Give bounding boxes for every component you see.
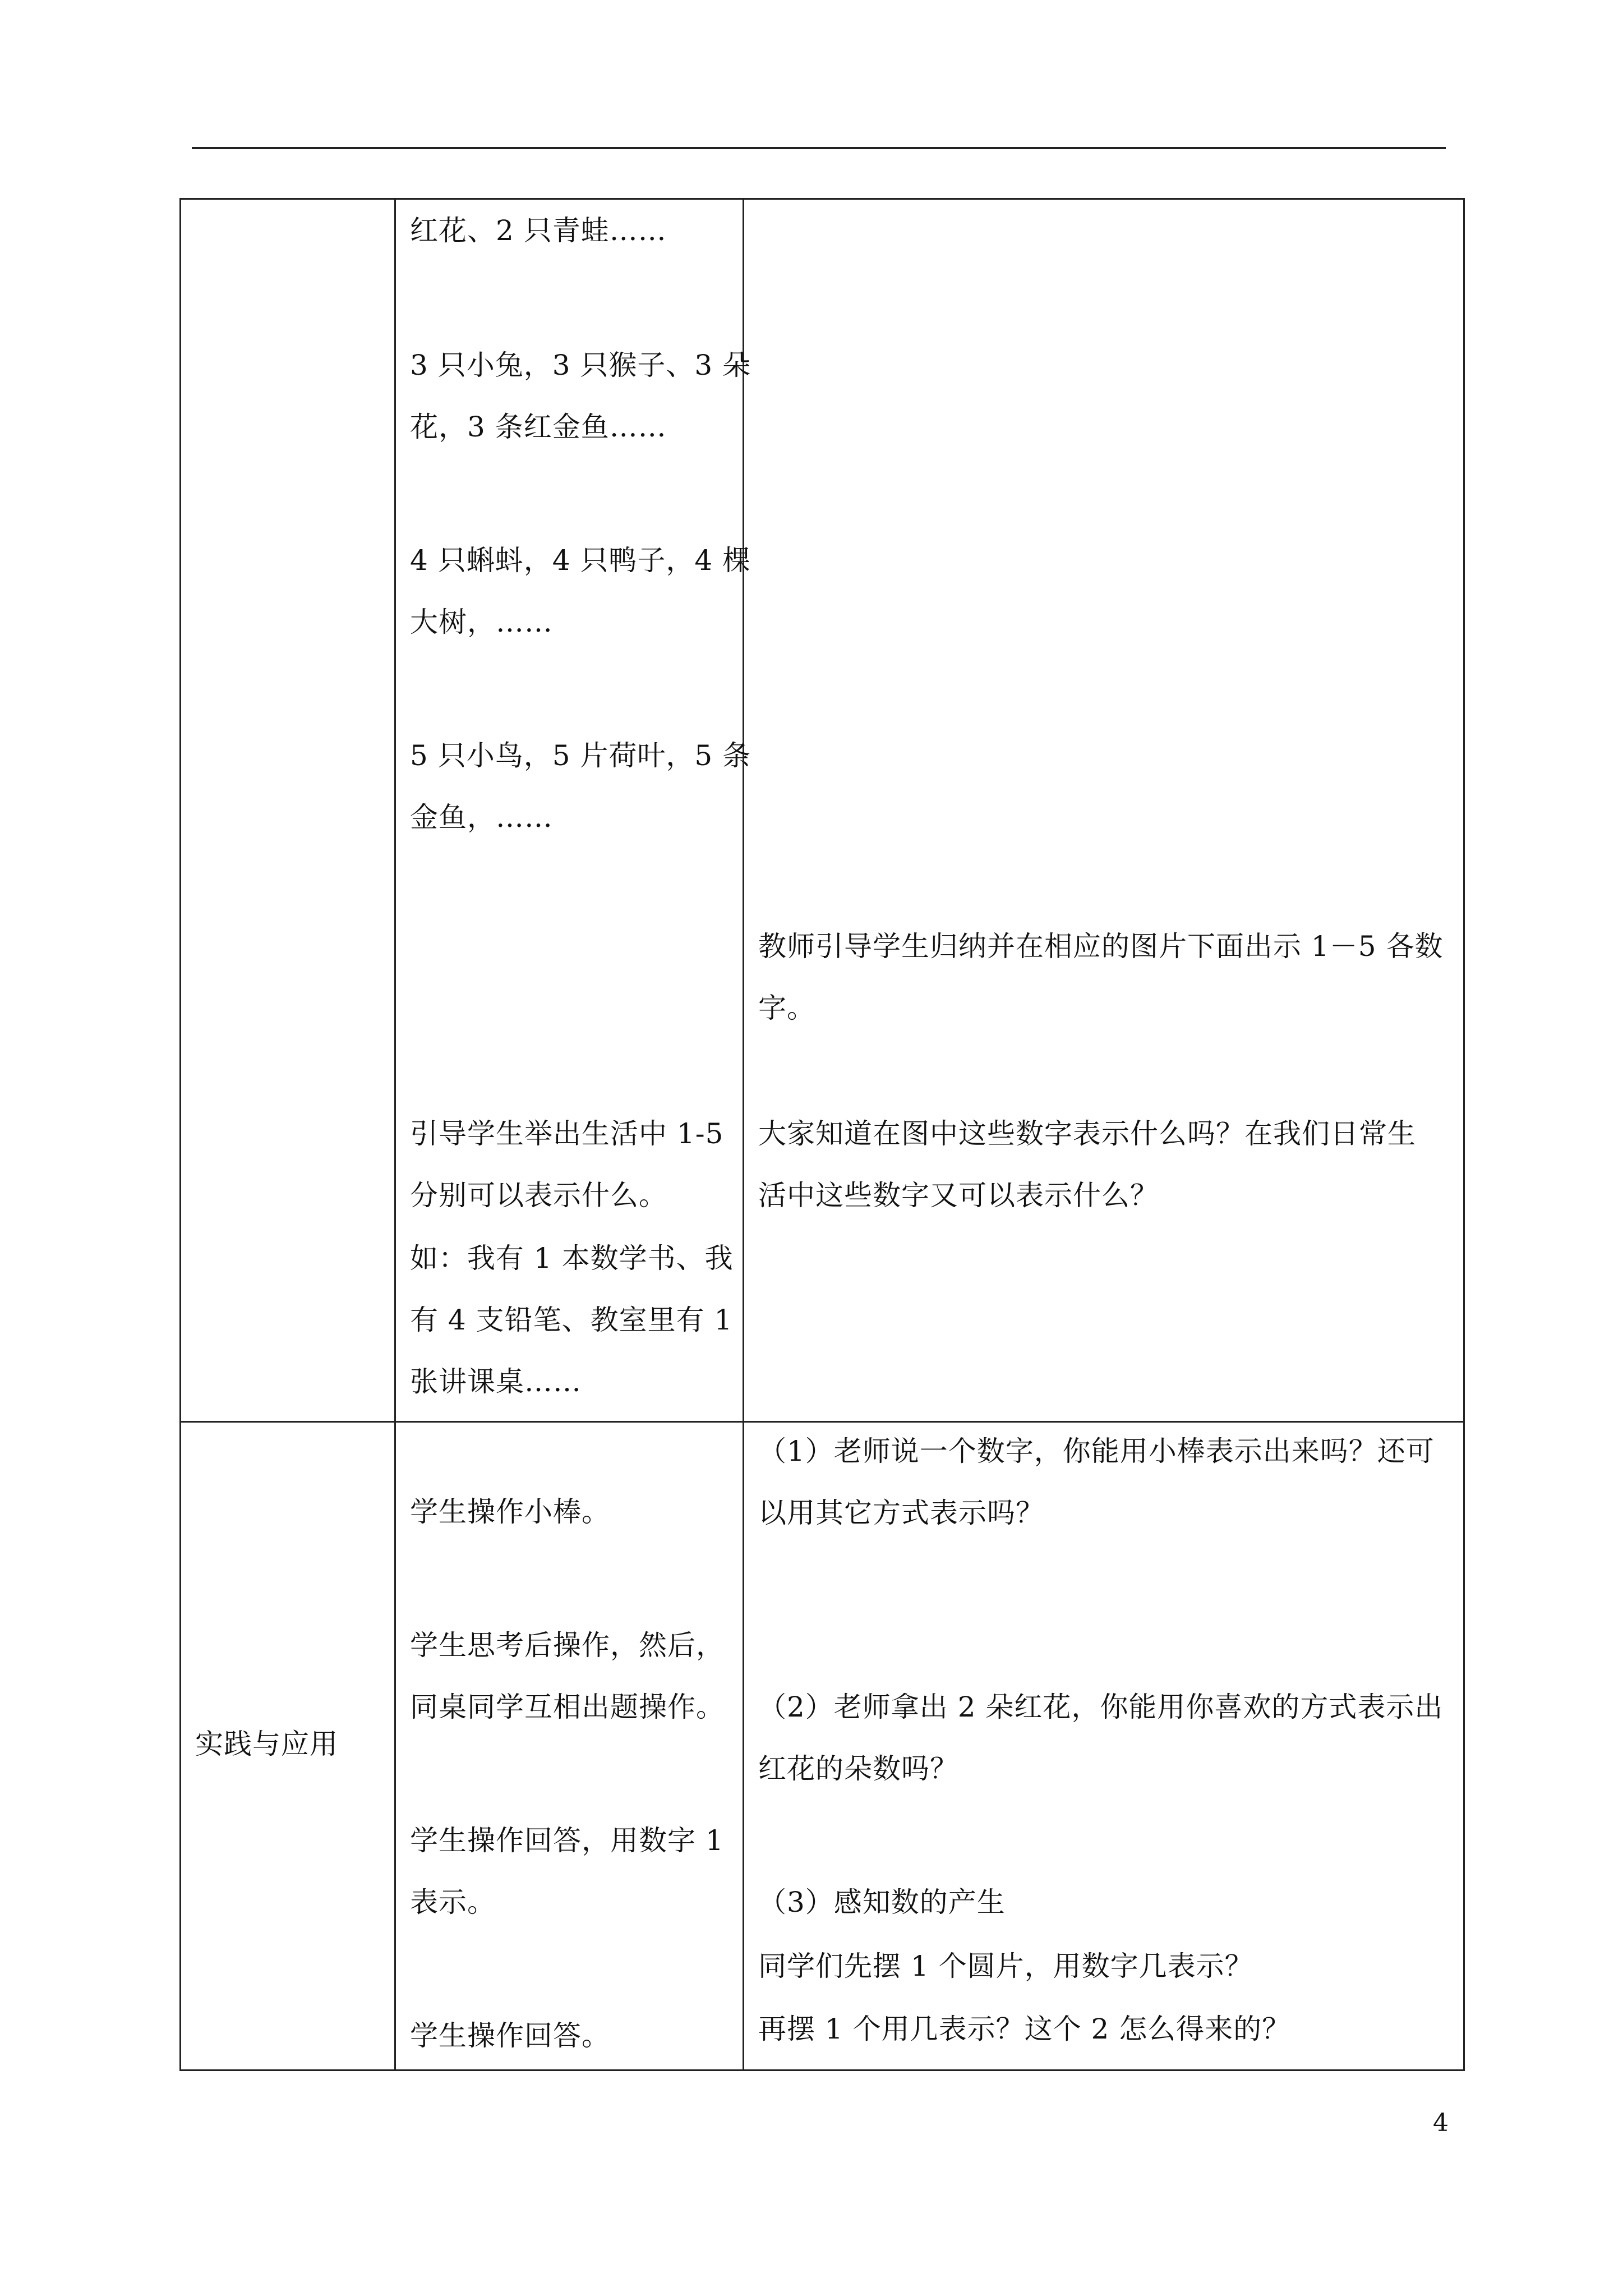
student-line: 引导学生举出生活中 1-5 [410, 1117, 724, 1150]
student-line: 4 只蝌蚪，4 只鸭子，4 棵 [410, 544, 751, 577]
stage-cell [181, 199, 395, 1422]
teacher-line: 以用其它方式表示吗？ [758, 1497, 1044, 1529]
student-line: 有 4 支铅笔、教室里有 1 [410, 1304, 733, 1336]
teacher-line: （1）老师说一个数字，你能用小棒表示出来吗？还可 [758, 1435, 1435, 1467]
header-rule [192, 147, 1446, 149]
student-line: 学生操作小棒。 [410, 1496, 610, 1528]
teacher-line: 活中这些数字又可以表示什么？ [758, 1179, 1159, 1212]
teacher-line: 红花的朵数吗？ [758, 1752, 958, 1785]
student-activity-cell [395, 199, 751, 1422]
student-line: 张讲课桌…… [410, 1365, 582, 1398]
student-line: 表示。 [410, 1886, 496, 1918]
table-row [181, 1422, 1464, 2070]
teacher-line: （3）感知数的产生 [758, 1886, 1006, 1918]
student-line: 学生思考后操作，然后， [410, 1629, 725, 1662]
student-line: 花，3 条红金鱼…… [410, 411, 667, 443]
student-line: 金鱼，…… [410, 801, 553, 834]
stage-label: 实践与应用 [195, 1728, 338, 1760]
student-line: 5 只小鸟，5 片荷叶，5 条 [410, 739, 751, 772]
teacher-activity-cell [744, 199, 1464, 1422]
student-line: 学生操作回答。 [410, 2019, 610, 2052]
student-line: 3 只小兔，3 只猴子、3 朵 [410, 349, 751, 381]
teacher-line: 再摆 1 个用几表示？这个 2 怎么得来的？ [758, 2013, 1291, 2045]
student-line: 红花、2 只青蛙…… [410, 214, 667, 247]
teacher-line: 教师引导学生归纳并在相应的图片下面出示 1－5 各数 [758, 930, 1444, 963]
page-number: 4 [1433, 2109, 1449, 2137]
student-line: 大树，…… [410, 606, 553, 638]
student-line: 分别可以表示什么。 [410, 1179, 667, 1212]
lesson-plan-table [179, 198, 1465, 2071]
student-line: 如：我有 1 本数学书、我 [410, 1242, 734, 1274]
stage-cell [181, 1422, 395, 2070]
teacher-line: （2）老师拿出 2 朵红花，你能用你喜欢的方式表示出 [758, 1691, 1444, 1723]
student-line: 学生操作回答，用数字 1 [410, 1824, 724, 1857]
table-row [181, 199, 1464, 1422]
student-activity-cell [395, 1422, 744, 2070]
teacher-activity-cell [744, 1422, 1464, 2070]
teacher-line: 同学们先摆 1 个圆片，用数字几表示？ [758, 1950, 1253, 1982]
teacher-line: 字。 [758, 992, 815, 1024]
student-line: 同桌同学互相出题操作。 [410, 1691, 725, 1723]
teacher-line: 大家知道在图中这些数字表示什么吗？在我们日常生 [758, 1117, 1416, 1150]
